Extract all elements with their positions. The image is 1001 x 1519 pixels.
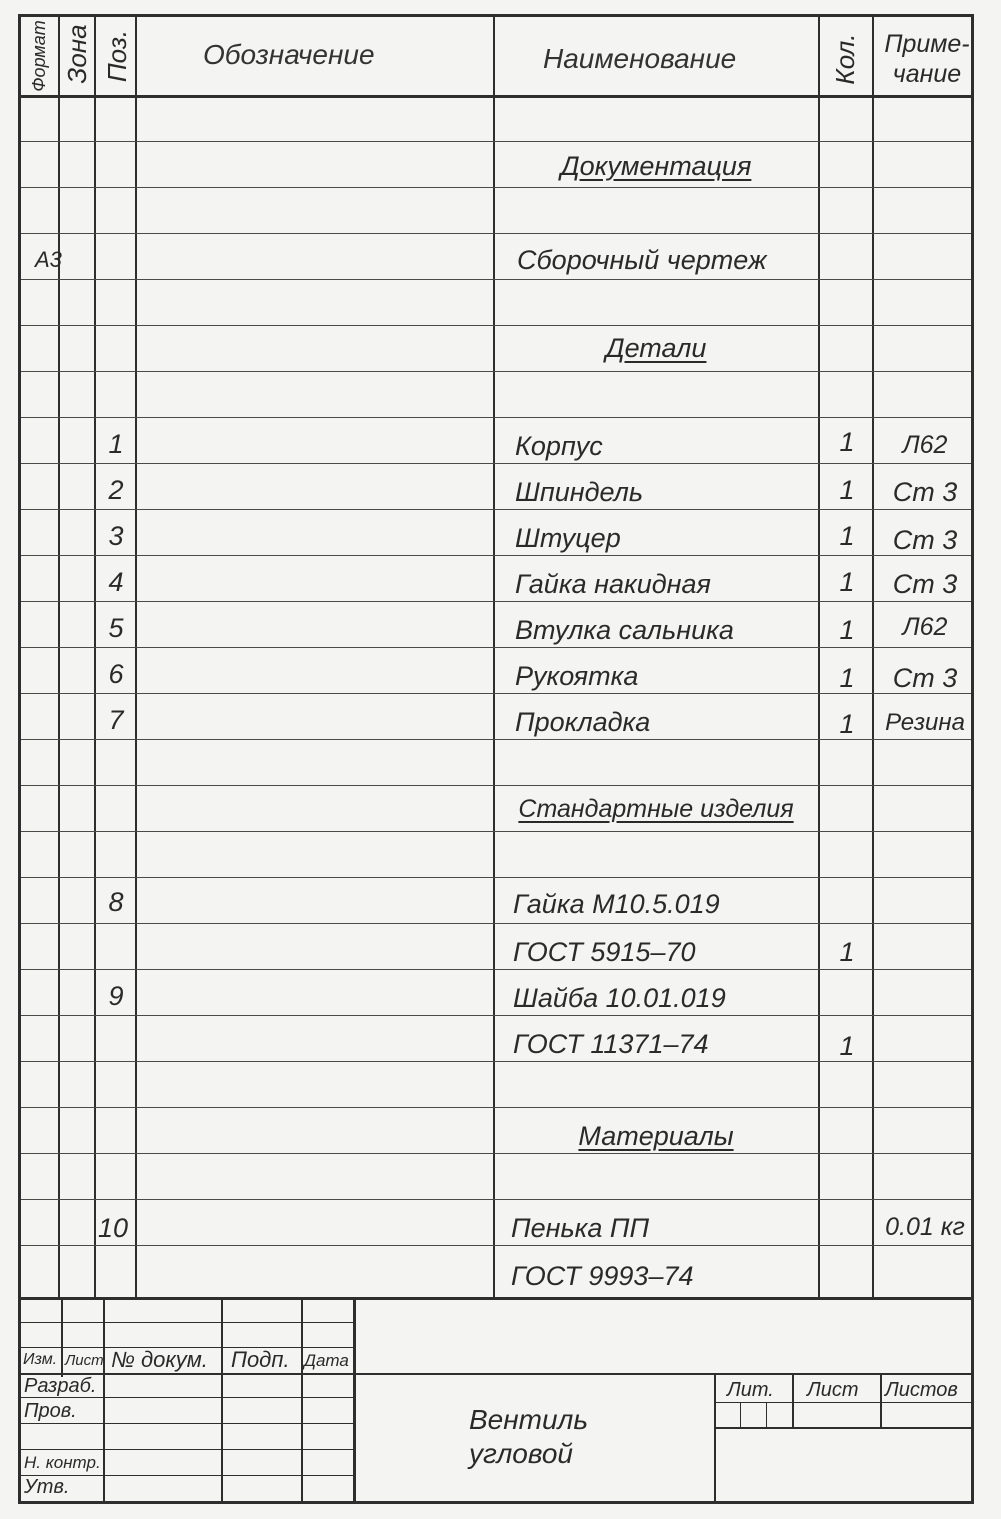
part-note: Ст 3 [892, 663, 958, 693]
tb-col-line [103, 1297, 105, 1504]
std-name: Гайка М10.5.019 [513, 889, 720, 919]
row-line [21, 417, 971, 418]
part-note: Ст 3 [892, 525, 958, 555]
row-line [21, 1199, 971, 1200]
row-line [21, 509, 971, 510]
row-line [21, 1245, 971, 1246]
header-zone: Зона [62, 24, 92, 84]
tb-right-col [880, 1373, 882, 1429]
row-line [21, 1015, 971, 1016]
part-name: Рукоятка [515, 661, 639, 691]
tb-row-line [21, 1475, 353, 1476]
part-note: Резина [885, 709, 965, 736]
doc-name: Сборочный чертеж [517, 245, 767, 275]
section-parts: Детали [605, 333, 707, 363]
std-name: ГОСТ 5915–70 [513, 937, 696, 967]
header-note [879, 29, 975, 89]
tb-lit-cell [740, 1402, 741, 1428]
tb-utv: Утв. [24, 1476, 70, 1498]
part-note: Ст 3 [892, 569, 958, 599]
part-name: Прокладка [515, 707, 651, 737]
part-name: Шпиндель [515, 477, 644, 507]
section-documentation: Документация [560, 151, 752, 181]
tb-title-line2: угловой [469, 1438, 574, 1469]
part-qty: 1 [839, 615, 855, 645]
row-line [21, 1107, 971, 1108]
row-line [21, 187, 971, 188]
part-pos: 3 [108, 521, 124, 551]
row-line [21, 601, 971, 602]
tb-row-line [21, 1423, 353, 1424]
header-note-line2: чание [892, 60, 962, 88]
row-line [21, 1153, 971, 1154]
std-qty: 1 [839, 937, 855, 967]
part-pos: 2 [108, 475, 124, 505]
tb-row-line [21, 1322, 353, 1323]
part-qty: 1 [839, 521, 855, 551]
std-name: ГОСТ 11371–74 [513, 1029, 709, 1059]
tb-col-line [61, 1297, 63, 1377]
row-line [21, 923, 971, 924]
part-name: Штуцер [515, 523, 621, 553]
part-name: Гайка накидная [515, 569, 711, 599]
tb-col-line [301, 1297, 303, 1504]
part-pos: 1 [108, 429, 124, 459]
row-line [21, 647, 971, 648]
header-format: Формат [29, 20, 49, 92]
std-qty: 1 [839, 1031, 855, 1061]
tb-row-line [21, 1449, 353, 1450]
row-line [21, 325, 971, 326]
tb-lit: Лит. [727, 1379, 774, 1401]
part-qty: 1 [839, 567, 855, 597]
tb-nkontr: Н. контр. [24, 1453, 101, 1472]
part-pos: 4 [108, 567, 124, 597]
tb-doc-no: № докум. [111, 1347, 208, 1372]
tb-col-line [221, 1297, 223, 1504]
tb-right-row [714, 1427, 971, 1429]
header-pos: Поз. [102, 29, 132, 83]
part-note: Ст 3 [892, 477, 958, 507]
doc-format: А3 [35, 247, 62, 272]
tb-title [469, 1403, 588, 1471]
tb-sheets: Листов [885, 1379, 958, 1401]
tb-row-line [21, 1373, 971, 1375]
row-line [21, 785, 971, 786]
header-note-line1: Приме- [884, 30, 970, 58]
tb-right-divider [714, 1373, 716, 1504]
part-note: Л62 [902, 431, 948, 459]
section-standard: Стандартные изделия [518, 795, 794, 823]
tb-izm: Изм. [23, 1351, 58, 1368]
row-line [21, 233, 971, 234]
part-name: Корпус [515, 431, 603, 461]
row-line [21, 555, 971, 556]
part-qty: 1 [839, 427, 855, 457]
tb-sheet: Лист [807, 1379, 859, 1401]
part-pos: 6 [108, 659, 124, 689]
mat-name: ГОСТ 9993–74 [511, 1261, 694, 1291]
row-line [21, 141, 971, 142]
tb-right-col [792, 1373, 794, 1429]
std-pos: 9 [108, 981, 124, 1011]
tb-razrab: Разраб. [24, 1375, 97, 1397]
row-line [21, 831, 971, 832]
part-pos: 5 [108, 613, 124, 643]
row-line [21, 463, 971, 464]
header-name: Наименование [543, 43, 737, 74]
header-designation: Обозначение [203, 39, 375, 70]
part-note: Л62 [902, 613, 948, 641]
part-pos: 7 [108, 705, 124, 735]
std-pos: 8 [108, 887, 124, 917]
header-qty: Кол. [830, 33, 860, 85]
mat-note: 0.01 кг [885, 1213, 965, 1241]
part-qty: 1 [839, 475, 855, 505]
tb-right-row [714, 1402, 971, 1403]
tb-sign: Подп. [231, 1347, 290, 1372]
specification-sheet [18, 14, 974, 1504]
tb-date: Дата [304, 1351, 349, 1370]
tb-title-line1: Вентиль [469, 1404, 589, 1435]
mat-pos: 10 [97, 1213, 129, 1243]
part-qty: 1 [839, 663, 855, 693]
tb-lit-cell [766, 1402, 767, 1428]
title-block-divider [353, 1297, 356, 1504]
title-block-top-border [21, 1297, 971, 1300]
std-name: Шайба 10.01.019 [513, 983, 726, 1013]
mat-name: Пенька ПП [511, 1213, 650, 1243]
section-materials: Материалы [578, 1121, 734, 1151]
row-line [21, 969, 971, 970]
row-line [21, 877, 971, 878]
part-qty: 1 [839, 709, 855, 739]
row-line [21, 371, 971, 372]
part-name: Втулка сальника [515, 615, 734, 645]
tb-prov: Пров. [24, 1400, 77, 1422]
tb-list: Лист [65, 1352, 104, 1369]
row-line [21, 279, 971, 280]
